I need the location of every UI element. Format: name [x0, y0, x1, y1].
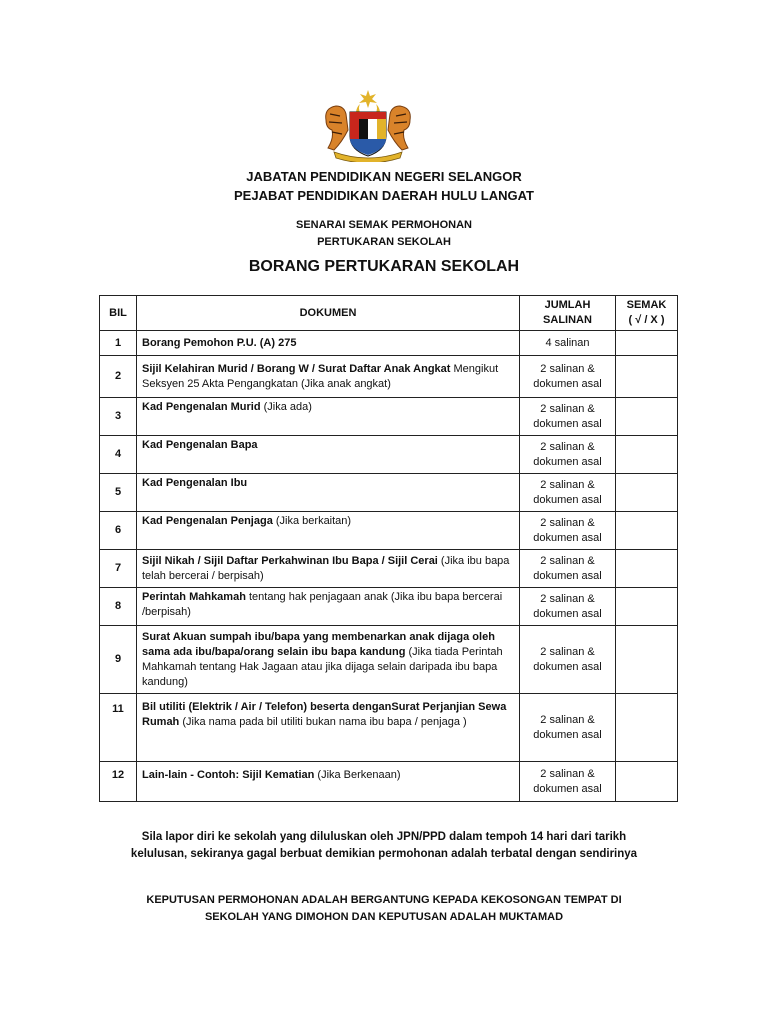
copy-count [520, 398, 616, 436]
document-note: tentang hak penjagaan anak (Jika ibu bapa bercerai /berpisah) [142, 591, 503, 618]
check-cell[interactable] [616, 398, 678, 436]
copy-count-line-2: dokumen asal [533, 607, 602, 620]
document-note: Mengikut Seksyen 25 Akta Pengangkatan (Jika anak angkat) [142, 362, 499, 390]
document-note: (Jika Berkenaan) [314, 769, 401, 781]
document-note: (Jika ada) [260, 401, 312, 413]
document-description [137, 356, 520, 398]
document-description [137, 626, 520, 694]
copy-count-line-2: dokumen asal [533, 660, 602, 673]
row-number: 8 [100, 588, 137, 626]
checklist-subheading [0, 217, 768, 251]
copy-count-line-1: 2 salinan & [540, 592, 595, 605]
check-cell[interactable] [616, 762, 678, 802]
table-row [100, 550, 678, 588]
copy-count-line-2: dokumen asal [533, 531, 602, 544]
document-name: Sijil Nikah / Sijil Daftar Perkahwinan Ibu Bapa / Sijil Cerai [142, 554, 438, 567]
coat-of-arms-emblem [320, 90, 416, 162]
document-name: Bil utiliti (Elektrik / Air / Telefon) beserta denganSurat Perjanjian Sewa Rumah [142, 701, 507, 728]
header-semak-line-1: SEMAK [626, 299, 667, 311]
table-header-row [100, 296, 678, 331]
decision-disclaimer-note: KEPUTUSAN PERMOHONAN ADALAH BERGANTUNG KEPADA KEKOSONGAN TEMPAT DI SEKOLAH YANG DIMOHON DAN KEPUTUSAN ADALAH MUKTAMAD [146, 894, 622, 923]
copy-count-line-1: 2 salinan & [540, 362, 595, 375]
document-name: Borang Pemohon P.U. (A) 275 [142, 336, 297, 349]
department-heading [0, 167, 768, 205]
check-cell[interactable] [616, 694, 678, 762]
document-name: Kad Pengenalan Murid [142, 401, 261, 413]
copy-count [520, 550, 616, 588]
row-number: 9 [100, 626, 137, 694]
table-row [100, 588, 678, 626]
copy-count-line-1: 2 salinan & [540, 767, 595, 780]
header-dokumen: DOKUMEN [137, 296, 520, 331]
copy-count-line-2: dokumen asal [533, 377, 602, 390]
header-bil: BIL [100, 296, 137, 331]
check-cell[interactable] [616, 550, 678, 588]
copy-count-line-1: 2 salinan & [540, 554, 595, 567]
document-description [137, 694, 520, 762]
table-row [100, 436, 678, 474]
department-line-1: JABATAN PENDIDIKAN NEGERI SELANGOR [246, 169, 522, 184]
table-row [100, 331, 678, 356]
row-number: 2 [100, 356, 137, 398]
document-note: (Jika berkaitan) [272, 515, 352, 527]
check-cell[interactable] [616, 356, 678, 398]
check-cell[interactable] [616, 626, 678, 694]
copy-count-line-2: dokumen asal [533, 417, 602, 430]
document-name: Kad Pengenalan Bapa [142, 439, 258, 451]
document-description [137, 588, 520, 626]
header-jumlah-line-1: JUMLAH [544, 299, 591, 311]
copy-count [520, 436, 616, 474]
check-cell[interactable] [616, 331, 678, 356]
table-row [100, 626, 678, 694]
document-name: Surat Akuan sumpah ibu/bapa yang membenarkan anak dijaga oleh sama ada ibu/bapa/orang selain ibu bapa kandung [142, 630, 495, 658]
copy-count [520, 512, 616, 550]
subheading-line-1: SENARAI SEMAK PERMOHONAN [295, 219, 472, 231]
form-title: BORANG PERTUKARAN SEKOLAH [248, 258, 520, 275]
copy-count-line-1: 4 salinan [545, 336, 590, 349]
copy-count-line-2: dokumen asal [533, 728, 602, 741]
copy-count [520, 331, 616, 356]
copy-count-line-2: dokumen asal [533, 569, 602, 582]
table-row [100, 512, 678, 550]
copy-count-line-1: 2 salinan & [540, 516, 595, 529]
check-cell[interactable] [616, 436, 678, 474]
copy-count-line-1: 2 salinan & [540, 440, 595, 453]
table-row [100, 762, 678, 802]
row-number: 12 [100, 762, 137, 802]
copy-count [520, 588, 616, 626]
copy-count [520, 694, 616, 762]
copy-count-line-2: dokumen asal [533, 493, 602, 506]
row-number: 7 [100, 550, 137, 588]
check-cell[interactable] [616, 474, 678, 512]
document-note: (Jika tiada Perintah Mahkamah tentang Hak Jagaan atau jika dijaga selain daripada ibu bapa kandung) [142, 645, 503, 688]
document-name: Kad Pengenalan Ibu [142, 477, 248, 489]
document-description [137, 550, 520, 588]
row-number: 6 [100, 512, 137, 550]
row-number: 11 [100, 694, 137, 762]
row-number: 4 [100, 436, 137, 474]
subheading-line-2: PERTUKARAN SEKOLAH [317, 236, 451, 248]
header-semak-line-2: ( √ / X ) [628, 314, 665, 326]
check-cell[interactable] [616, 512, 678, 550]
table-row [100, 474, 678, 512]
document-description [137, 331, 520, 356]
row-number: 1 [100, 331, 137, 356]
document-checklist-table [99, 295, 678, 802]
copy-count-line-2: dokumen asal [533, 455, 602, 468]
copy-count-line-1: 2 salinan & [540, 645, 595, 658]
copy-count-line-2: dokumen asal [533, 782, 602, 795]
header-jumlah-line-2: SALINAN [543, 314, 592, 326]
row-number: 3 [100, 398, 137, 436]
copy-count-line-1: 2 salinan & [540, 402, 595, 415]
check-cell[interactable] [616, 588, 678, 626]
document-name: Sijil Kelahiran Murid / Borang W / Surat Daftar Anak Angkat [142, 362, 451, 375]
copy-count [520, 762, 616, 802]
document-name: Kad Pengenalan Penjaga [142, 515, 273, 527]
table-row [100, 356, 678, 398]
copy-count-line-1: 2 salinan & [540, 478, 595, 491]
copy-count [520, 626, 616, 694]
table-row [100, 398, 678, 436]
copy-count-line-1: 2 salinan & [540, 713, 595, 726]
report-instruction-note: Sila lapor diri ke sekolah yang diluluskan oleh JPN/PPD dalam tempoh 14 hari dari tarikh kelulusan, sekiranya gagal berbuat demikian permohonan adalah terbatal dengan sendirinya [130, 831, 638, 860]
copy-count [520, 356, 616, 398]
header-semak [616, 296, 678, 331]
department-line-2: PEJABAT PENDIDIKAN DAERAH HULU LANGAT [234, 188, 534, 203]
document-note: (Jika nama pada bil utiliti bukan nama ibu bapa / penjaga ) [179, 716, 467, 728]
copy-count [520, 474, 616, 512]
document-name: Lain-lain - Contoh: Sijil Kematian [142, 769, 315, 781]
header-jumlah-salinan [520, 296, 616, 331]
document-description [137, 398, 520, 436]
document-name: Perintah Mahkamah [142, 591, 246, 603]
document-description [137, 762, 520, 802]
document-description [137, 436, 520, 474]
document-description [137, 474, 520, 512]
document-description [137, 512, 520, 550]
table-row [100, 694, 678, 762]
document-note: (Jika ibu bapa telah bercerai / berpisah) [142, 554, 510, 582]
row-number: 5 [100, 474, 137, 512]
